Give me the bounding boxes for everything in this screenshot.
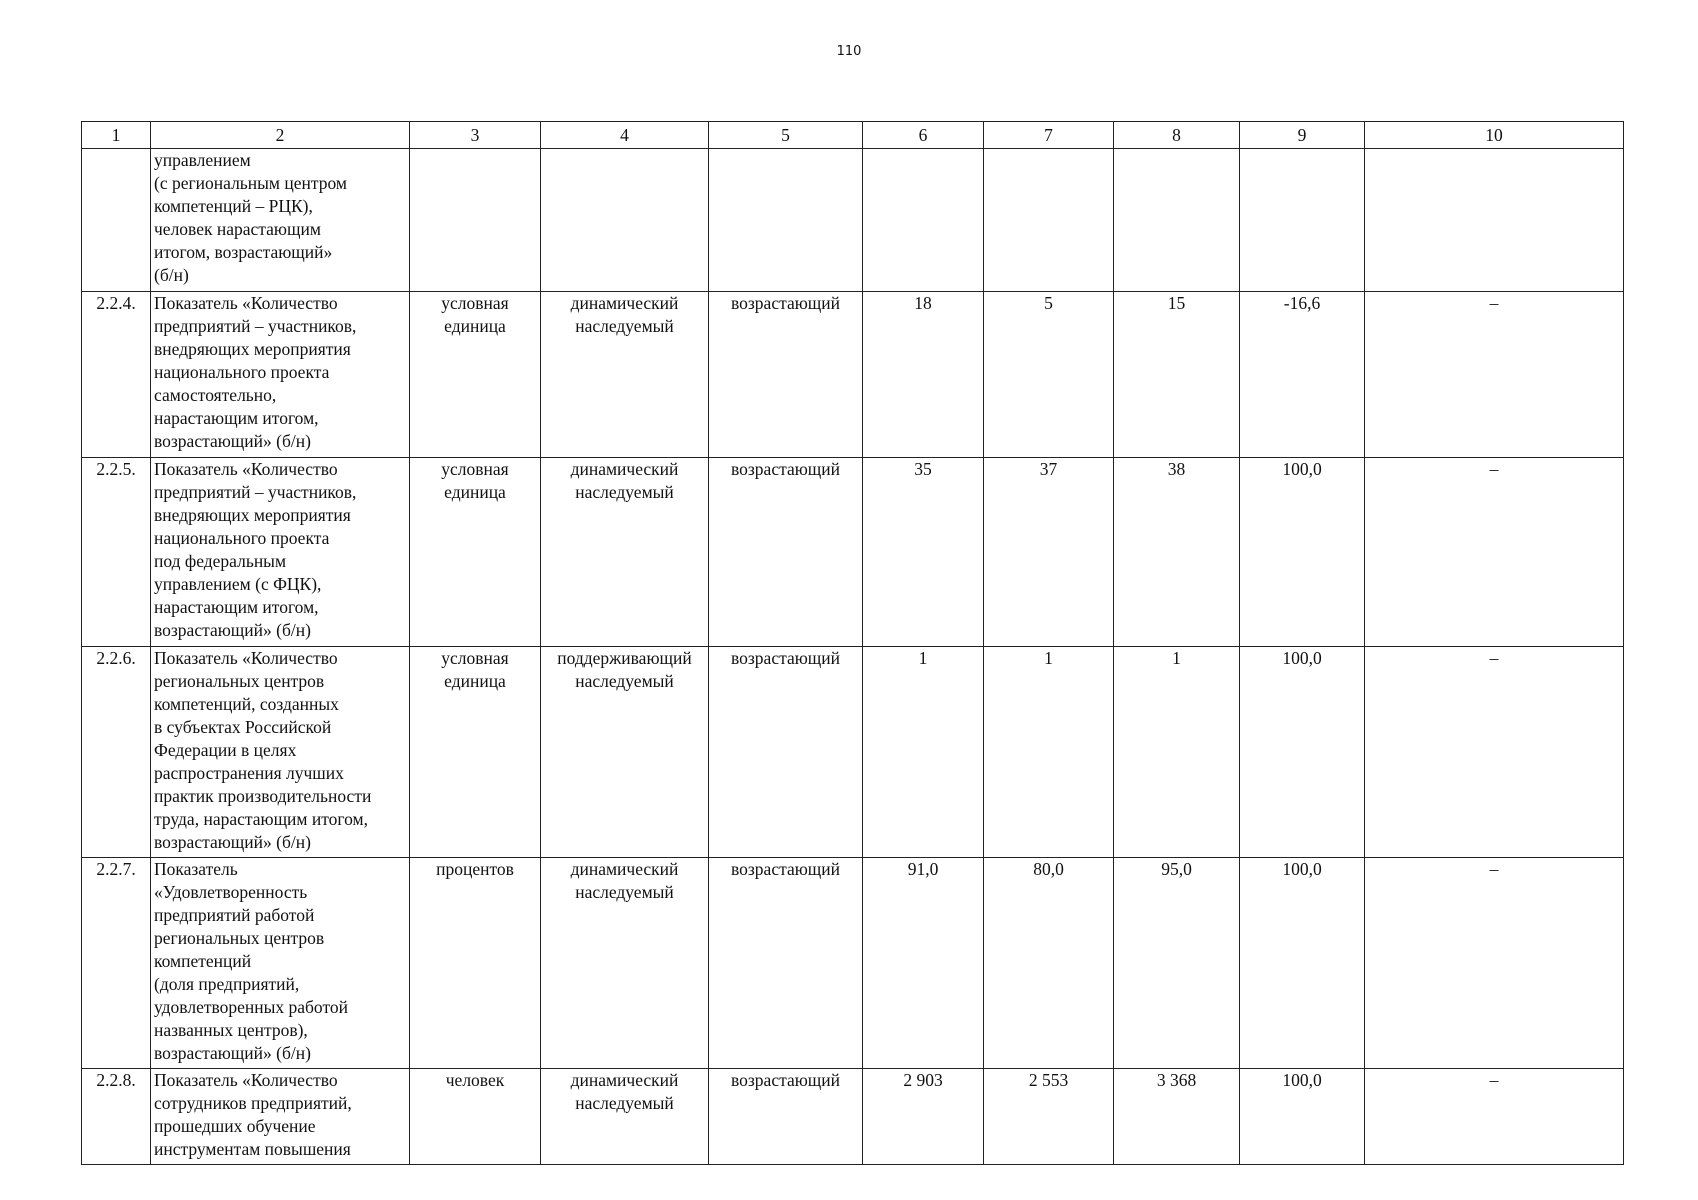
direction-cell bbox=[709, 149, 863, 292]
direction-cell: возрастающий bbox=[709, 292, 863, 458]
direction-cell: возрастающий bbox=[709, 1069, 863, 1165]
value-cell-8 bbox=[1114, 149, 1240, 292]
value-cell-8: 95,0 bbox=[1114, 858, 1240, 1069]
unit-cell: условная единица bbox=[410, 458, 541, 647]
row-number: 2.2.7. bbox=[82, 858, 151, 1069]
unit-cell: процентов bbox=[410, 858, 541, 1069]
value-cell-7: 80,0 bbox=[984, 858, 1114, 1069]
value-cell-9: 100,0 bbox=[1240, 1069, 1365, 1165]
indicator-name: Показатель «Количество сотрудников предприятий, прошедших обучение инструментам повышения bbox=[151, 1069, 410, 1165]
header-cell-7: 7 bbox=[984, 122, 1114, 149]
value-cell-9: 100,0 bbox=[1240, 458, 1365, 647]
direction-cell: возрастающий bbox=[709, 647, 863, 858]
table-row bbox=[82, 858, 1624, 1069]
header-cell-1: 1 bbox=[82, 122, 151, 149]
direction-cell: возрастающий bbox=[709, 858, 863, 1069]
header-cell-5: 5 bbox=[709, 122, 863, 149]
value-cell-10: – bbox=[1365, 1069, 1624, 1165]
value-cell-6: 18 bbox=[863, 292, 984, 458]
value-cell-6: 2 903 bbox=[863, 1069, 984, 1165]
header-cell-3: 3 bbox=[410, 122, 541, 149]
type-cell: динамический наследуемый bbox=[541, 1069, 709, 1165]
value-cell-9: 100,0 bbox=[1240, 858, 1365, 1069]
table-row bbox=[82, 292, 1624, 458]
value-cell-6: 91,0 bbox=[863, 858, 984, 1069]
value-cell-9: -16,6 bbox=[1240, 292, 1365, 458]
table-row bbox=[82, 149, 1624, 292]
unit-cell bbox=[410, 149, 541, 292]
unit-cell: условная единица bbox=[410, 647, 541, 858]
value-cell-8: 3 368 bbox=[1114, 1069, 1240, 1165]
value-cell-7: 1 bbox=[984, 647, 1114, 858]
value-cell-8: 1 bbox=[1114, 647, 1240, 858]
direction-cell: возрастающий bbox=[709, 458, 863, 647]
indicator-name: управлением (с региональным центром компетенций – РЦК), человек нарастающим итогом, возрастающий» (б/н) bbox=[151, 149, 410, 292]
row-number: 2.2.6. bbox=[82, 647, 151, 858]
value-cell-7: 5 bbox=[984, 292, 1114, 458]
header-cell-9: 9 bbox=[1240, 122, 1365, 149]
value-cell-10: – bbox=[1365, 858, 1624, 1069]
value-cell-10: – bbox=[1365, 292, 1624, 458]
header-cell-8: 8 bbox=[1114, 122, 1240, 149]
indicator-name: Показатель «Количество предприятий – участников, внедряющих мероприятия национального проекта самостоятельно, нарастающим итогом, возрастающий» (б/н) bbox=[151, 292, 410, 458]
table-row bbox=[82, 647, 1624, 858]
value-cell-7: 2 553 bbox=[984, 1069, 1114, 1165]
row-number: 2.2.4. bbox=[82, 292, 151, 458]
header-cell-2: 2 bbox=[151, 122, 410, 149]
type-cell: динамический наследуемый bbox=[541, 292, 709, 458]
row-number: 2.2.8. bbox=[82, 1069, 151, 1165]
value-cell-10: – bbox=[1365, 458, 1624, 647]
header-row bbox=[82, 122, 1624, 149]
value-cell-10: – bbox=[1365, 647, 1624, 858]
value-cell-7 bbox=[984, 149, 1114, 292]
page-number: 110 bbox=[836, 44, 862, 59]
value-cell-10 bbox=[1365, 149, 1624, 292]
type-cell: поддерживающий наследуемый bbox=[541, 647, 709, 858]
unit-cell: человек bbox=[410, 1069, 541, 1165]
indicator-name: Показатель «Количество предприятий – участников, внедряющих мероприятия национального проекта под федеральным управлением (с ФЦК), нарастающим итогом, возрастающий» (б/н) bbox=[151, 458, 410, 647]
row-number: 2.2.5. bbox=[82, 458, 151, 647]
indicator-name: Показатель «Количество региональных центров компетенций, созданных в субъектах Российской Федерации в целях распространения лучших практик производительности труда, нарастающим итогом, возрастающий» (б/н) bbox=[151, 647, 410, 858]
value-cell-6 bbox=[863, 149, 984, 292]
type-cell bbox=[541, 149, 709, 292]
unit-cell: условная единица bbox=[410, 292, 541, 458]
value-cell-9: 100,0 bbox=[1240, 647, 1365, 858]
type-cell: динамический наследуемый bbox=[541, 858, 709, 1069]
value-cell-8: 15 bbox=[1114, 292, 1240, 458]
header-cell-6: 6 bbox=[863, 122, 984, 149]
indicator-name: Показатель «Удовлетворенность предприятий работой региональных центров компетенций (доля предприятий, удовлетворенных работой названных центров), возрастающий» (б/н) bbox=[151, 858, 410, 1069]
value-cell-7: 37 bbox=[984, 458, 1114, 647]
row-number bbox=[82, 149, 151, 292]
indicators-table bbox=[81, 121, 1624, 1165]
value-cell-8: 38 bbox=[1114, 458, 1240, 647]
table-row bbox=[82, 458, 1624, 647]
value-cell-6: 35 bbox=[863, 458, 984, 647]
table-row bbox=[82, 1069, 1624, 1165]
value-cell-9 bbox=[1240, 149, 1365, 292]
type-cell: динамический наследуемый bbox=[541, 458, 709, 647]
header-cell-10: 10 bbox=[1365, 122, 1624, 149]
header-cell-4: 4 bbox=[541, 122, 709, 149]
value-cell-6: 1 bbox=[863, 647, 984, 858]
